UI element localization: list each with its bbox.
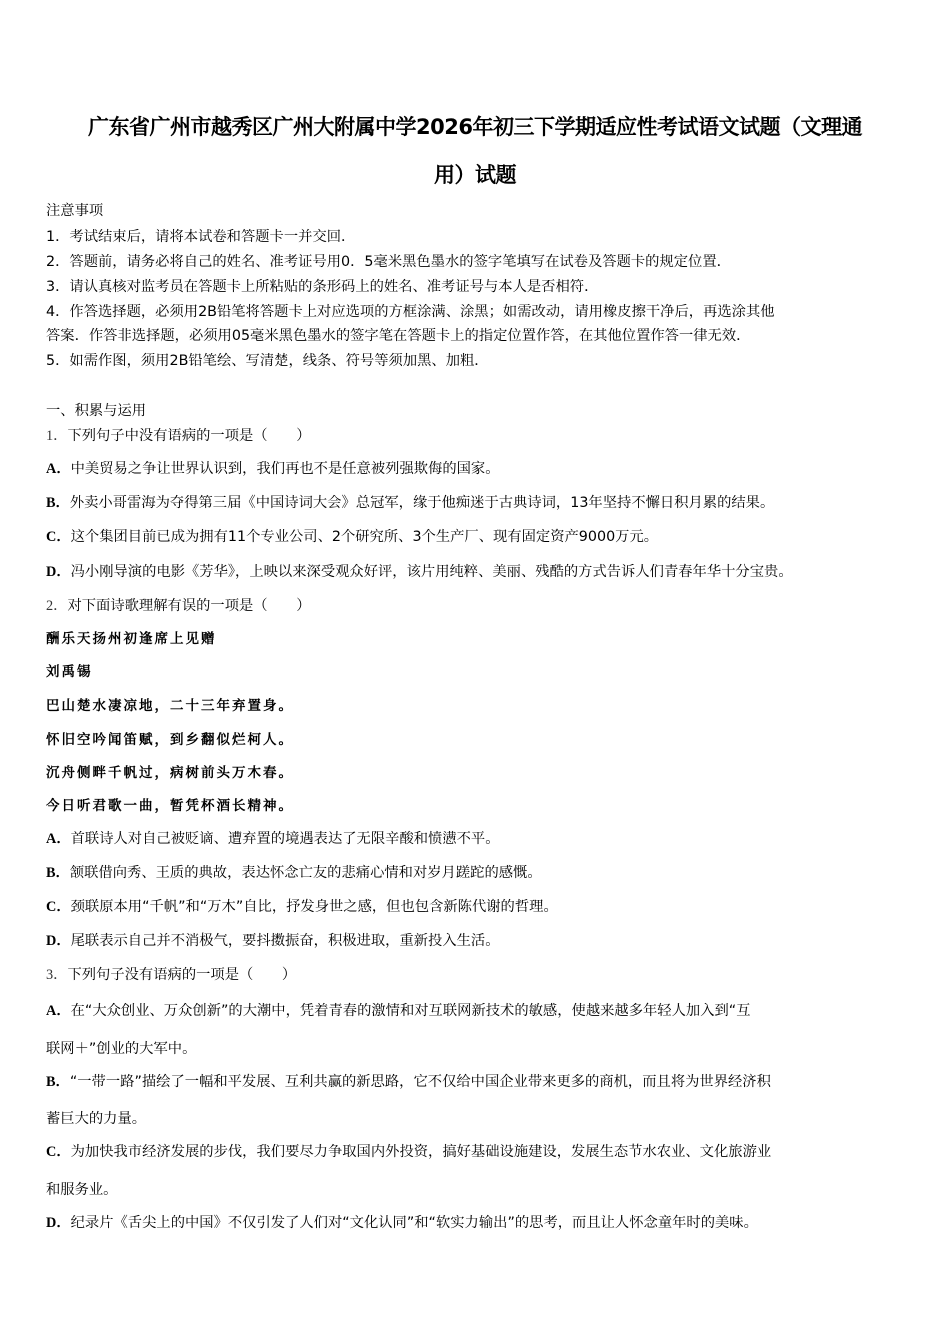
question-3-option-c-cont: 和服务业。 (46, 1182, 118, 1198)
question-2-stem (46, 596, 311, 616)
question-3-option-c: C．为加快我市经济发展的步伐，我们要尽力争取国内外投资，搞好基础设施建设，发展生态节水农业、文化旅游业 (46, 1144, 772, 1160)
question-number: 1． (46, 428, 68, 444)
question-3-option-d: D．纪录片《舌尖上的中国》不仅引发了人们对“文化认同”和“软实力输出”的思考，而且让人怀念童年时的美味。 (46, 1215, 758, 1231)
question-1-stem (46, 426, 311, 446)
poem-title: 酬乐天扬州初逢席上见赠 (46, 631, 217, 647)
notice-heading: 注意事项 (46, 203, 104, 219)
notice-item-3: 3．请认真核对监考员在答题卡上所粘贴的条形码上的姓名、准考证号与本人是否相符． (46, 279, 599, 295)
section-heading: 一、积累与运用 (46, 403, 147, 419)
poem-line-4: 今日听君歌一曲，暂凭杯酒长精神。 (46, 798, 294, 814)
exam-title-line-1: 广东省广州市越秀区广州大附属中学2026年初三下学期适应性考试语文试题（文理通 (88, 115, 862, 139)
question-3-option-b-cont: 蓄巨大的力量。 (46, 1111, 147, 1127)
question-2-option-a: A．首联诗人对自己被贬谪、遭弃置的境遇表达了无限辛酸和愤懑不平。 (46, 831, 500, 847)
exam-title-line-2: 用）试题 (434, 163, 516, 187)
question-2-option-c: C．颈联原本用“千帆”和“万木”自比，抒发身世之感，但也包含新陈代谢的哲理。 (46, 899, 558, 915)
question-1-option-a: A．中美贸易之争让世界认识到，我们再也不是任意被列强欺侮的国家。 (46, 461, 500, 477)
question-1-option-d: D．冯小刚导演的电影《芳华》，上映以来深受观众好评，该片用纯粹、美丽、残酷的方式告诉人们青春年华十分宝贵。 (46, 564, 793, 580)
poem-author: 刘禹锡 (46, 664, 93, 680)
poem-line-1: 巴山楚水凄凉地，二十三年弃置身。 (46, 698, 294, 714)
question-3-option-a-cont: 联网＋”创业的大军中。 (46, 1041, 197, 1057)
notice-item-5: 5．如需作图，须用2B铅笔绘、写清楚，线条、符号等须加黑、加粗． (46, 353, 489, 369)
question-2-option-d: D．尾联表示自己并不消极气，要抖擞振奋，积极进取，重新投入生活。 (46, 933, 500, 949)
question-3-option-a: A．在“大众创业、万众创新”的大潮中，凭着青春的激情和对互联网新技术的敏感，使越来越多年轻人加入到“互 (46, 1003, 751, 1019)
question-1-option-b: B．外卖小哥雷海为夺得第三届《中国诗词大会》总冠军，缘于他痴迷于古典诗词，13年坚持不懈日积月累的结果。 (46, 495, 775, 511)
question-1-option-c: C．这个集团目前已成为拥有11个专业公司、2个研究所、3个生产厂、现有固定资产9000万元。 (46, 529, 659, 545)
question-text: 对下面诗歌理解有误的一项是（ ） (67, 598, 311, 614)
question-text: 下列句子没有语病的一项是（ ） (67, 967, 297, 983)
question-3-option-b: B．“一带一路”描绘了一幅和平发展、互利共赢的新思路，它不仅给中国企业带来更多的商机，而且将为世界经济积 (46, 1074, 771, 1090)
poem-line-3: 沉舟侧畔千帆过，病树前头万木春。 (46, 765, 294, 781)
notice-item-4-cont: 答案．作答非选择题，必须用05毫米黑色墨水的签字笔在答题卡上的指定位置作答，在其他位置作答一律无效． (46, 328, 751, 344)
notice-item-4: 4．作答选择题，必须用2B铅笔将答题卡上对应选项的方框涂满、涂黑；如需改动，请用橡皮擦干净后，再选涂其他 (46, 304, 775, 320)
question-number: 2． (46, 598, 68, 614)
question-text: 下列句子中没有语病的一项是（ ） (67, 428, 311, 444)
question-number: 3． (46, 967, 68, 983)
notice-item-2: 2．答题前，请务必将自己的姓名、准考证号用0．5毫米黑色墨水的签字笔填写在试卷及答题卡的规定位置． (46, 254, 731, 270)
question-3-stem (46, 965, 296, 985)
question-2-option-b: B．颔联借向秀、王质的典故，表达怀念亡友的悲痛心情和对岁月蹉跎的感慨。 (46, 865, 542, 881)
poem-line-2: 怀旧空吟闻笛赋，到乡翻似烂柯人。 (46, 732, 294, 748)
notice-item-1: 1．考试结束后，请将本试卷和答题卡一并交回． (46, 229, 356, 245)
